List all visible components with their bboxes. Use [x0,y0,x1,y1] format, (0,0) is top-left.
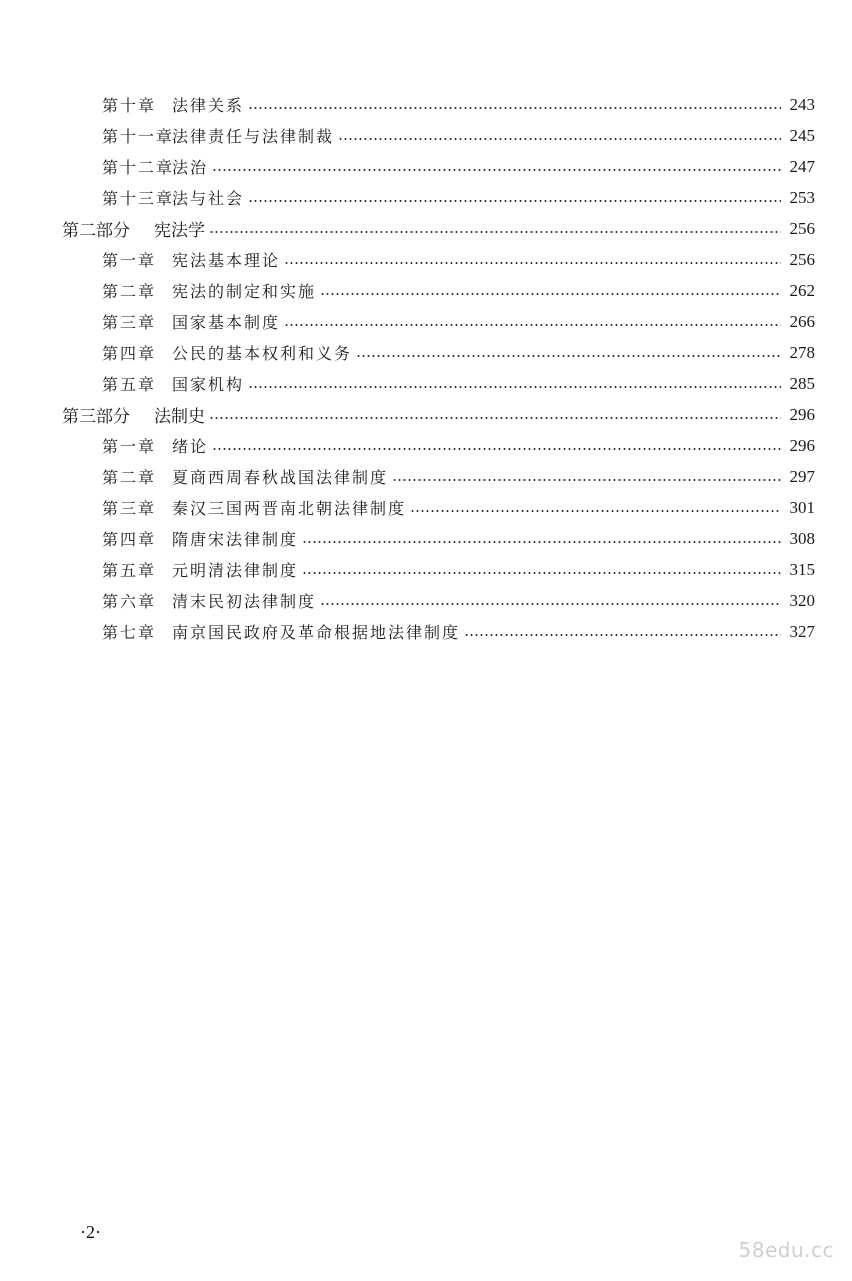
chapter-title: 法律责任与法律制裁 [172,127,335,146]
toc-entry [0,368,852,399]
part-title: 宪法学 [154,221,205,241]
toc-part-entry [0,399,852,430]
toc-entry [0,616,852,647]
chapter-title: 法律关系 [172,96,245,115]
chapter-title: 秦汉三国两晋南北朝法律制度 [172,499,407,518]
dot-leader [410,510,781,512]
page-number: 262 [789,280,815,300]
chapter-number: 第二章 [102,468,157,487]
page-number: 243 [789,94,815,114]
part-number: 第二部分 [62,221,130,241]
page-number: 296 [789,435,815,455]
toc-part-entry [0,213,852,244]
dot-leader [392,479,781,481]
chapter-title: 清末民初法律制度 [172,592,317,611]
page-number: 256 [789,249,815,269]
toc-entry [0,151,852,182]
chapter-number: 第五章 [102,375,157,394]
dot-leader [302,572,781,574]
page-number: 253 [789,187,815,207]
chapter-title: 夏商西周春秋战国法律制度 [172,468,389,487]
chapter-title: 隋唐宋法律制度 [172,530,299,549]
page-number: 245 [789,125,815,145]
chapter-title: 法与社会 [172,189,245,208]
toc-entry [0,275,852,306]
dot-leader [248,107,781,109]
chapter-number: 第十章 [102,96,157,115]
dot-leader [302,541,781,543]
chapter-title: 法治 [172,158,209,177]
chapter-title: 元明清法律制度 [172,561,299,580]
toc-entry [0,120,852,151]
toc-entry [0,182,852,213]
page-number: 266 [789,311,815,331]
page-number: 297 [789,466,815,486]
chapter-number: 第二章 [102,282,157,301]
dot-leader [464,634,781,636]
toc-entry [0,430,852,461]
toc-entry [0,585,852,616]
dot-leader [284,262,781,264]
toc-entry [0,492,852,523]
part-title: 法制史 [154,407,205,427]
dot-leader [320,293,781,295]
chapter-title: 国家机构 [172,375,245,394]
chapter-number: 第三章 [102,313,157,332]
toc-entry [0,306,852,337]
chapter-title: 国家基本制度 [172,313,281,332]
table-of-contents [0,89,852,647]
dot-leader [356,355,781,357]
chapter-number: 第四章 [102,530,157,549]
chapter-title: 绪论 [172,437,209,456]
page-number: 256 [789,218,815,238]
chapter-title: 南京国民政府及革命根据地法律制度 [172,623,461,642]
page-number: 301 [789,497,815,517]
dot-leader [248,200,781,202]
dot-leader [248,386,781,388]
dot-leader [212,169,781,171]
part-number: 第三部分 [62,407,130,427]
chapter-number: 第四章 [102,344,157,363]
chapter-title: 宪法基本理论 [172,251,281,270]
toc-entry [0,461,852,492]
page-number: 327 [789,621,815,641]
watermark: 58edu.cc [738,1238,834,1262]
dot-leader [209,231,781,233]
page-number: 320 [789,590,815,610]
page-number: 247 [789,156,815,176]
dot-leader [320,603,781,605]
chapter-number: 第十二章 [102,158,175,177]
dot-leader [338,138,781,140]
toc-entry [0,523,852,554]
chapter-number: 第一章 [102,251,157,270]
page-number: 315 [789,559,815,579]
toc-entry [0,89,852,120]
page-number: 278 [789,342,815,362]
toc-entry [0,337,852,368]
chapter-title: 宪法的制定和实施 [172,282,317,301]
page-number: 285 [789,373,815,393]
toc-entry [0,554,852,585]
chapter-number: 第七章 [102,623,157,642]
page-folio: ·2· [80,1222,101,1242]
chapter-number: 第五章 [102,561,157,580]
chapter-number: 第一章 [102,437,157,456]
dot-leader [284,324,781,326]
chapter-number: 第十一章 [102,127,175,146]
page-number: 296 [789,404,815,424]
chapter-number: 第六章 [102,592,157,611]
chapter-number: 第十三章 [102,189,175,208]
page-number: 308 [789,528,815,548]
dot-leader [209,417,781,419]
dot-leader [212,448,781,450]
chapter-number: 第三章 [102,499,157,518]
chapter-title: 公民的基本权利和义务 [172,344,353,363]
toc-entry [0,244,852,275]
